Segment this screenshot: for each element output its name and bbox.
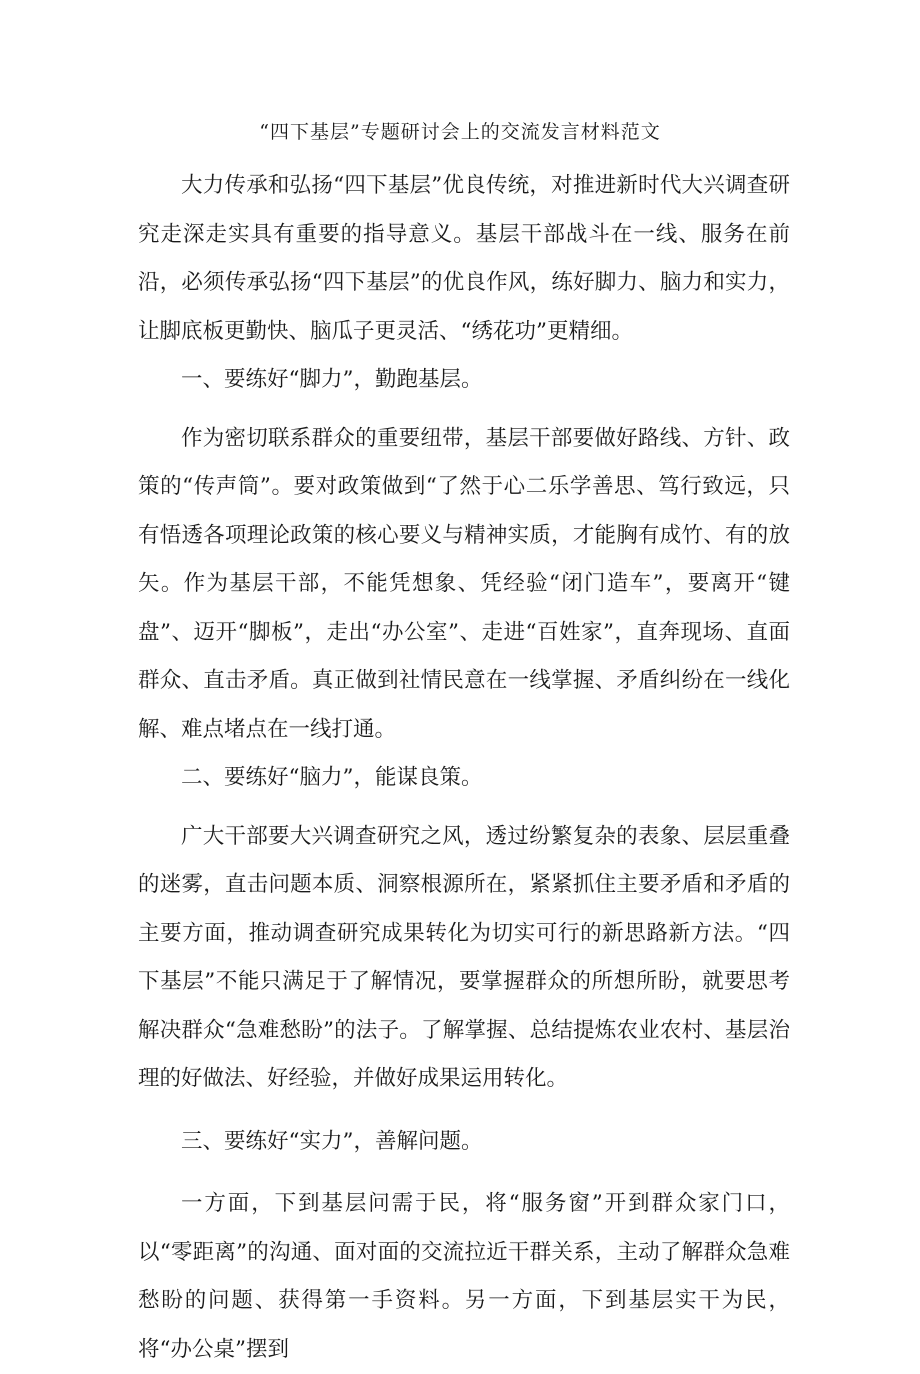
section-2-heading: 二、要练好“脑力”，能谋良策。 bbox=[181, 765, 483, 790]
intro-paragraph: 大力传承和弘扬“四下基层”优良传统，对推进新时代大兴调查研究走深走实具有重要的指导意义。基层干部战斗在一线、服务在前沿，必须传承弘扬“四下基层”的优良作风，练好脚力、脑力和实力，让脚底板更勤快、脑瓜子更灵活、“绣花功”更精细。 bbox=[138, 173, 790, 344]
document-body bbox=[138, 162, 790, 1374]
section-3-heading: 三、要练好“实力”，善解问题。 bbox=[181, 1128, 483, 1154]
section-3-paragraph: 一方面，下到基层问需于民，将“服务窗”开到群众家门口，以“零距离”的沟通、面对面的交流拉近干群关系，主动了解群众急难愁盼的问题、获得第一手资料。另一方面，下到基层实干为民，将“办公桌”摆到 bbox=[138, 1191, 790, 1362]
section-2-paragraph: 广大干部要大兴调查研究之风，透过纷繁复杂的表象、层层重叠的迷雾，直击问题本质、洞察根源所在，紧紧抓住主要矛盾和矛盾的主要方面，推动调查研究成果转化为切实可行的新思路新方法。“四下基层”不能只满足于了解情况，要掌握群众的所想所盼，就要思考解决群众“急难愁盼”的法子。了解掌握、总结提炼农业农村、基层治理的好做法、好经验，并做好成果运用转化。 bbox=[138, 823, 790, 1091]
document-title: “四下基层”专题研讨会上的交流发言材料范文 bbox=[259, 121, 661, 143]
section-1-heading: 一、要练好“脚力”，勤跑基层。 bbox=[181, 367, 483, 392]
section-1-paragraph: 作为密切联系群众的重要纽带，基层干部要做好路线、方针、政策的“传声筒”。要对政策做到“了然于心二乐学善思、笃行致远，只有悟透各项理论政策的核心要义与精神实质，才能胸有成竹、有的放矢。作为基层干部，不能凭想象、凭经验“闭门造车”，要离开“键盘”、迈开“脚板”，走出“办公室”、走进“百姓家”，直奔现场、直面群众、直击矛盾。真正做到社情民意在一线掌握、矛盾纠纷在一线化解、难点堵点在一线打通。 bbox=[138, 425, 790, 742]
